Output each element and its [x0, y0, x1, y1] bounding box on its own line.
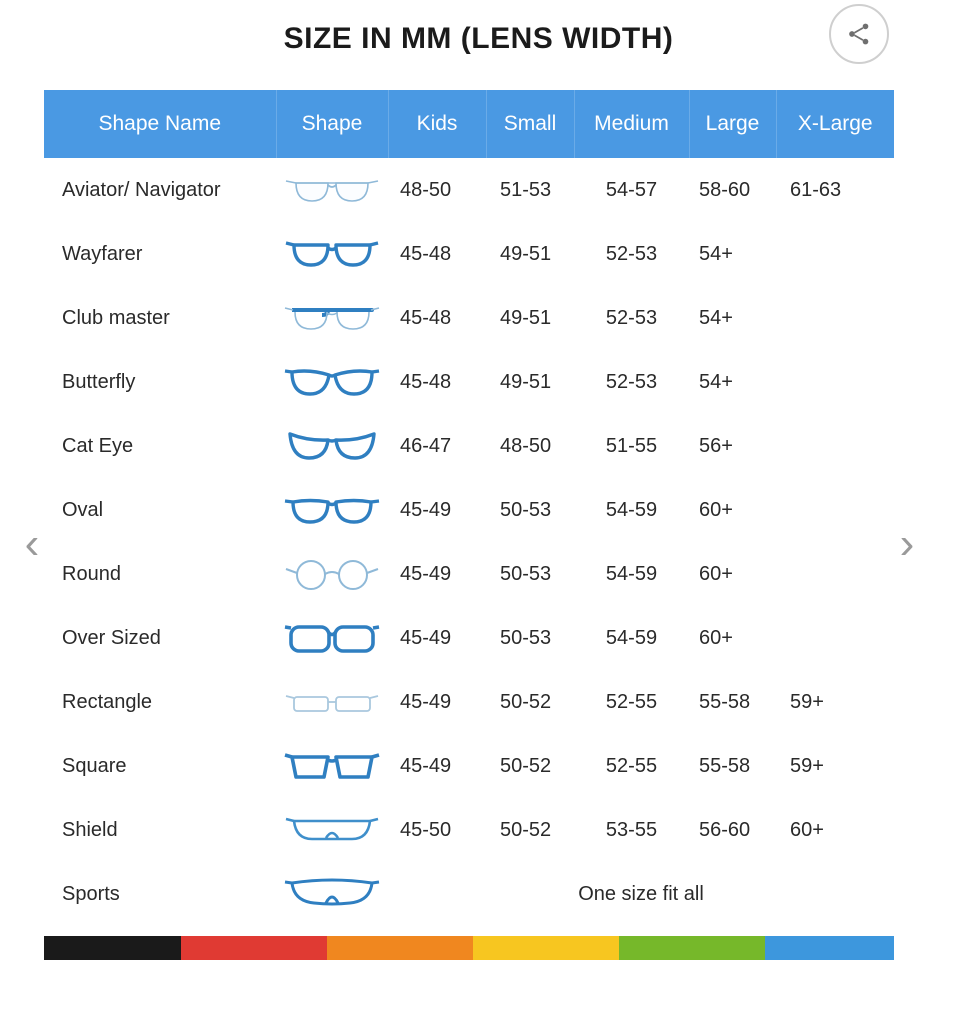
round-glasses-icon	[276, 542, 388, 606]
cell-xlarge	[776, 222, 894, 286]
row-label: Oval	[62, 498, 104, 521]
cell-small: 50-53	[500, 562, 552, 585]
cell-kids: 45-49	[400, 562, 452, 585]
cell-medium: 54-57	[605, 178, 658, 201]
column-header-large: Large	[689, 90, 776, 158]
cell-medium: 52-53	[605, 306, 658, 329]
column-header-kids: Kids	[388, 90, 486, 158]
cell-xlarge	[776, 286, 894, 350]
share-button[interactable]	[829, 4, 889, 64]
cell-xlarge: 60+	[790, 818, 824, 841]
cell-small: 50-52	[500, 690, 552, 713]
cell-medium: 52-53	[605, 370, 658, 393]
cell-large: 56+	[699, 434, 733, 457]
table-row	[44, 350, 894, 414]
oversized-glasses-icon	[276, 606, 388, 670]
table-row	[44, 286, 894, 350]
table-row	[44, 478, 894, 542]
header-row	[44, 90, 894, 158]
cell-xlarge	[776, 478, 894, 542]
column-header-xlarge: X-Large	[776, 90, 894, 158]
share-icon	[846, 21, 872, 47]
cell-medium: 52-55	[605, 690, 658, 713]
cell-kids: 45-49	[400, 626, 452, 649]
column-header-medium: Medium	[574, 90, 689, 158]
rectangle-glasses-icon	[276, 670, 388, 734]
table-row	[44, 222, 894, 286]
row-label: Cat Eye	[62, 434, 134, 457]
cell-xlarge: 61-63	[790, 178, 842, 201]
row-label: Shield	[62, 818, 118, 841]
cell-large: 55-58	[699, 754, 751, 777]
cell-xlarge: 59+	[790, 690, 824, 713]
cell-small: 49-51	[500, 242, 552, 265]
cell-medium: 52-55	[605, 754, 658, 777]
cell-xlarge	[776, 606, 894, 670]
cell-kids: 45-50	[400, 818, 452, 841]
row-label: Butterfly	[62, 370, 136, 393]
cell-small: 50-53	[500, 498, 552, 521]
table-row	[44, 734, 894, 798]
cell-xlarge	[776, 350, 894, 414]
cell-large: 54+	[699, 242, 733, 265]
row-label: Club master	[62, 306, 170, 329]
cell-small: 49-51	[500, 370, 552, 393]
cell-one-size: One size fit all	[578, 882, 704, 905]
prev-arrow[interactable]: ‹	[24, 519, 40, 568]
table-row	[44, 606, 894, 670]
cell-large: 58-60	[699, 178, 751, 201]
color-swatch-2	[181, 936, 327, 960]
cell-xlarge	[776, 542, 894, 606]
table-row	[44, 542, 894, 606]
table-row	[44, 158, 894, 222]
cell-small: 50-52	[500, 818, 552, 841]
cell-large: 54+	[699, 306, 733, 329]
table-row	[44, 414, 894, 478]
column-header-small: Small	[486, 90, 574, 158]
cell-large: 60+	[699, 626, 733, 649]
cell-kids: 45-48	[400, 370, 452, 393]
table-row	[44, 670, 894, 734]
cateye-glasses-icon	[276, 414, 388, 478]
cell-kids: 45-49	[400, 754, 452, 777]
square-glasses-icon	[276, 734, 388, 798]
cell-small: 51-53	[500, 178, 552, 201]
clubmaster-glasses-icon	[276, 286, 388, 350]
color-bar	[44, 936, 894, 960]
color-swatch-5	[619, 936, 765, 960]
cell-large: 56-60	[699, 818, 751, 841]
table-row	[44, 798, 894, 862]
cell-medium: 51-55	[605, 434, 658, 457]
size-table-wrapper	[44, 90, 894, 926]
color-swatch-4	[473, 936, 619, 960]
cell-large: 54+	[699, 370, 733, 393]
column-header-shape: Shape	[276, 90, 388, 158]
aviator-glasses-icon	[276, 158, 388, 222]
table-row	[44, 862, 894, 926]
cell-kids: 45-48	[400, 242, 452, 265]
shield-glasses-icon	[276, 798, 388, 862]
row-label: Rectangle	[62, 690, 153, 713]
cell-large: 60+	[699, 562, 733, 585]
cell-small: 48-50	[500, 434, 552, 457]
column-header-shape-name: Shape Name	[44, 90, 276, 158]
row-label: Sports	[62, 882, 120, 905]
cell-medium: 52-53	[605, 242, 658, 265]
cell-kids: 45-49	[400, 498, 452, 521]
color-swatch-3	[327, 936, 473, 960]
cell-large: 55-58	[699, 690, 751, 713]
color-swatch-6	[765, 936, 894, 960]
row-label: Over Sized	[62, 626, 161, 649]
sports-glasses-icon	[276, 862, 388, 926]
cell-kids: 48-50	[400, 178, 452, 201]
oval-glasses-icon	[276, 478, 388, 542]
row-label: Wayfarer	[62, 242, 143, 265]
cell-xlarge	[776, 414, 894, 478]
cell-small: 50-52	[500, 754, 552, 777]
row-label: Round	[62, 562, 121, 585]
color-swatch-1	[44, 936, 181, 960]
cell-small: 50-53	[500, 626, 552, 649]
page-title: SIZE IN MM (LENS WIDTH)	[283, 22, 674, 55]
row-label: Aviator/ Navigator	[62, 178, 221, 201]
cell-kids: 46-47	[400, 434, 452, 457]
title-bar	[0, 0, 957, 88]
cell-medium: 53-55	[605, 818, 658, 841]
row-label: Square	[62, 754, 127, 777]
cell-medium: 54-59	[605, 498, 658, 521]
cell-small: 49-51	[500, 306, 552, 329]
size-table	[44, 90, 894, 926]
table-header	[44, 90, 894, 158]
wayfarer-glasses-icon	[276, 222, 388, 286]
next-arrow[interactable]: ›	[899, 519, 915, 568]
cell-xlarge: 59+	[790, 754, 824, 777]
cell-large: 60+	[699, 498, 733, 521]
table-body	[44, 158, 894, 926]
butterfly-glasses-icon	[276, 350, 388, 414]
cell-medium: 54-59	[605, 626, 658, 649]
cell-kids: 45-48	[400, 306, 452, 329]
cell-medium: 54-59	[605, 562, 658, 585]
cell-kids: 45-49	[400, 690, 452, 713]
